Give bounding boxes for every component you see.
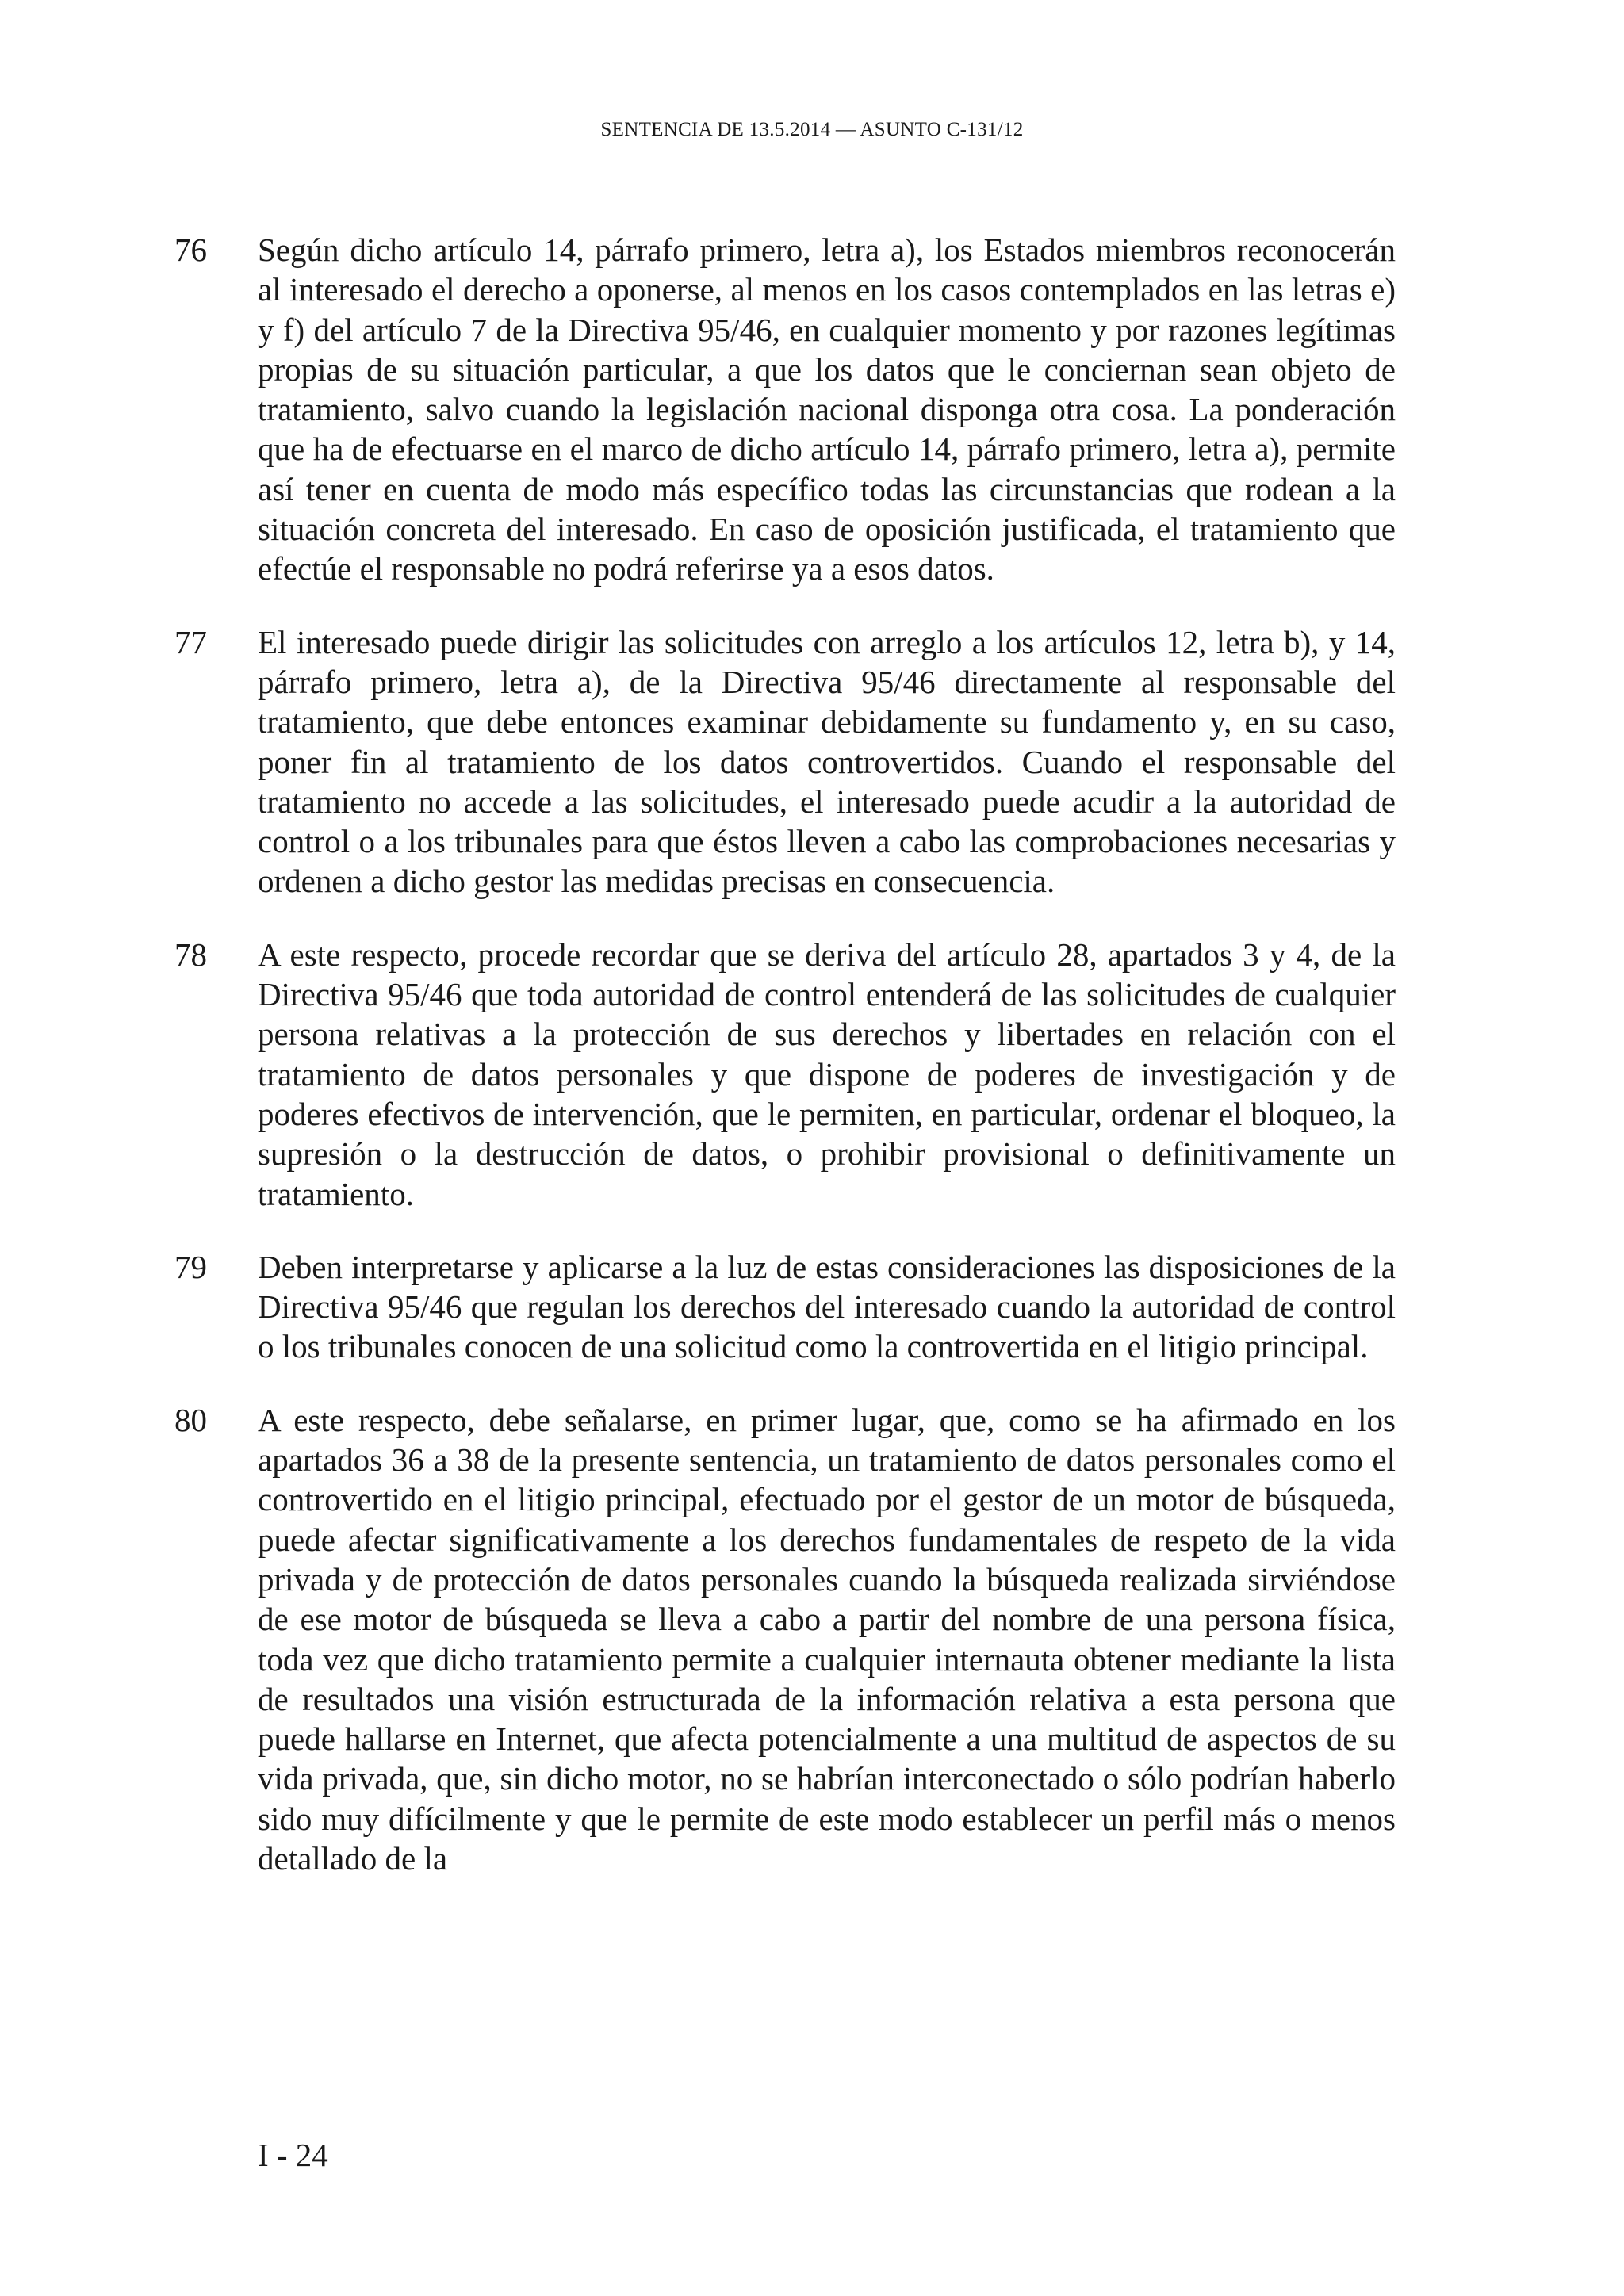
paragraph-number: 77 bbox=[174, 623, 207, 660]
page-number: I - 24 bbox=[258, 2137, 328, 2173]
running-header: SENTENCIA DE 13.5.2014 — ASUNTO C-131/12 bbox=[600, 119, 1024, 140]
paragraph-77 bbox=[174, 622, 1396, 901]
paragraph-number: 76 bbox=[174, 232, 207, 268]
paragraph-text: Deben interpretarse y aplicarse a la luz de estas consideraciones las disposiciones de la Directiva 95/46 que regulan los derechos del interesado cuando la autoridad de control o los tribunales conocen de una solicitud como la controvertida en el litigio principal. bbox=[258, 1248, 1396, 1365]
paragraph-80 bbox=[174, 1400, 1396, 1879]
paragraph-text: El interesado puede dirigir las solicitudes con arreglo a los artículos 12, letra b), y 14, párrafo primero, letra a), de la Directiva 95/46 directamente al responsable del tratamiento, que debe entonces examinar debidamente su fundamento y, en su caso, poner fin al tratamiento de los datos controvertidos. Cuando el responsable del tratamiento no accede a las solicitudes, el interesado puede acudir a la autoridad de control o a los tribunales para que éstos lleven a cabo las comprobaciones necesarias y ordenen a dicho gestor las medidas precisas en consecuencia. bbox=[258, 623, 1396, 900]
paragraph-text: Según dicho artículo 14, párrafo primero, letra a), los Estados miembros reconocerán al interesado el derecho a oponerse, al menos en los casos contemplados en las letras e) y f) del artículo 7 de la Directiva 95/46, en cualquier momento y por razones legítimas propias de su situación particular, a que los datos que le conciernan sean objeto de tratamiento, salvo cuando la legislación nacional disponga otra cosa. La ponderación que ha de efectuarse en el marco de dicho artículo 14, párrafo primero, letra a), permite así tener en cuenta de modo más específico todas las circunstancias que rodean a la situación concreta del interesado. En caso de oposición justificada, el tratamiento que efectúe el responsable no podrá referirse ya a esos datos. bbox=[258, 232, 1396, 587]
paragraph-number: 79 bbox=[174, 1248, 207, 1285]
paragraph-76 bbox=[174, 230, 1396, 589]
paragraph-number: 80 bbox=[174, 1401, 207, 1438]
paragraph-text: A este respecto, procede recordar que se deriva del artículo 28, apartados 3 y 4, de la Directiva 95/46 que toda autoridad de control entenderá de las solicitudes de cualquier persona relativas a la protección de sus derechos y libertades en relación con el tratamiento de datos personales y que dispone de poderes de investigación y de poderes efectivos de intervención, que le permiten, en particular, ordenar el bloqueo, la supresión o la destrucción de datos, o prohibir provisional o definitivamente un tratamiento. bbox=[258, 936, 1396, 1212]
paragraph-text: A este respecto, debe señalarse, en primer lugar, que, como se ha afirmado en los apartados 36 a 38 de la presente sentencia, un tratamiento de datos personales como el controvertido en el litigio principal, efectuado por el gestor de un motor de búsqueda, puede afectar significativamente a los derechos fundamentales de respeto de la vida privada y de protección de datos personales cuando la búsqueda realizada sirviéndose de ese motor de búsqueda se lleva a cabo a partir del nombre de una persona física, toda vez que dicho tratamiento permite a cualquier internauta obtener mediante la lista de resultados una visión estructurada de la información relativa a esta persona que puede hallarse en Internet, que afecta potencialmente a una multitud de aspectos de su vida privada, que, sin dicho motor, no se habrían interconectado o sólo podrían haberlo sido muy difícilmente y que le permite de este modo establecer un perfil más o menos detallado de la bbox=[258, 1401, 1396, 1877]
paragraph-79 bbox=[174, 1247, 1396, 1367]
paragraph-number: 78 bbox=[174, 936, 207, 973]
paragraph-78 bbox=[174, 935, 1396, 1214]
document-body bbox=[174, 230, 1396, 1911]
